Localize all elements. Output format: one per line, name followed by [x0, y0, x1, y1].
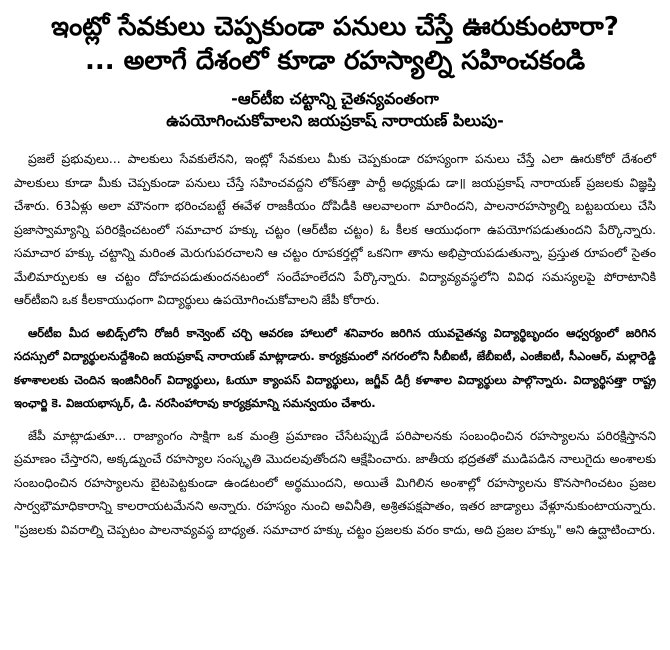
subheadline-line-2: ఉపయోగించుకోవాలని జయప్రకాష్ నారాయణ్ పిలుపు- — [166, 111, 504, 130]
headline-line-2: ... అలాగే దేశంలో కూడా రహస్యాల్ని సహించకండి — [84, 46, 586, 76]
article-paragraph-1: ప్రజలే ప్రభువులు... పాలకులు సేవకులేనని, ఇంట్లో సేవకులు మీకు చెప్పకుండా రహస్యంగా పనులు చేస్తే ఎలా ఊరుకోరో దేశంలో పాలకులు కూడా మీకు చెప్పకుండా పనులు చేస్తే సహించవద్దని లోక్‌సత్తా పార్టీ అధ్యక్షుడు డా॥ జయప్రకాష్ నారాయణ్ ప్రజలకు విజ్ఞప్తి చేశారు. 63ఏళ్లు అలా మౌనంగా భరించబట్టే ఈవేళ రాజకీయం దోపిడీకి ఆలవాలంగా మారిందని, పాలనారహస్యాల్ని బట్టబయలు చేసి ప్రజాస్వామ్యాన్ని పరిరక్షించటంలో సమాచార హక్కు చట్టం (ఆర్‌టీఐ చట్టం) ఓ కీలక ఆయుధంగా ఉపయోగపడుతుందని పేర్కొన్నారు. సమాచార హక్కు చట్టాన్ని మరింత మెరుగుపరచాలని ఆ చట్టం రూపకర్తల్లో ఒకనిగా తాను అభిప్రాయపడుతున్నా, ప్రస్తుత రూపంలో సైతం మేలిమార్పులకు ఆ చట్టం దోహదపడుతుందనటంలో సందేహంలేదని పేర్కొన్నారు. విద్యావ్యవస్థలోని వివిధ సమస్యలపై పోరాటానికి ఆర్‌టీఐని ఒక కీలకాయుధంగా విద్యార్థులు ఉపయోగించుకోవాలని జేపీ కోరారు. — [14, 152, 656, 307]
article-paragraph-3: జేపీ మాట్లాడుతూ... రాజ్యాంగం సాక్షిగా ఒక మంత్రి ప్రమాణం చేసేటప్పుడే పరిపాలనకు సంబంధించిన రహస్యాలను పరిరక్షిస్తానని ప్రమాణం చేస్తారని, అక్కడ్నుంచే రహస్యాల సంస్కృతి మొదలవుతోందని ఆక్షేపించారు. జాతీయ భద్రతతో ముడిపడిన నాలుగైదు అంశాలకు సంబంధించిన రహస్యాలను బైటపెట్టకుండా ఉండటంలో అర్థముందని, అయితే మిగిలిన అంశాల్లో రహస్యాలను కొనసాగించటం ప్రజల సార్వభౌమాధికారాన్ని కాలరాయటమేనని అన్నారు. రహస్యం నుంచి అవినీతి, అశ్రితపక్షపాతం, ఇతర జాడ్యాలు వేళ్లూనుకుంటాయన్నారు. "ప్రజలకు వివరాల్ని చెప్పటం పాలనావ్యవస్థ బాధ్యత. సమాచార హక్కు చట్టం ప్రజలకు వరం కాదు, అది ప్రజల హక్కు" అని ఉద్ఘాటించారు. — [14, 428, 656, 537]
article-paragraph-2: ఆర్‌టీఐ మీద అబిడ్స్‌లోని రోజరీ కాన్వెంట్ చర్చి ఆవరణ హాలులో శనివారం జరిగిన యువచైతన్య విద్యార్థిబృందం ఆధ్వర్యంలో జరిగిన సదస్సులో విద్యార్థులనుద్దేశించి జయప్రకాష్ నారాయణ్ మాట్లాడారు. కార్యక్రమంలో నగరంలోని సీబీఐటీ, జేబీఐటీ, ఎంజీఐటీ, సీఎంఆర్, మల్లారెడ్డి కళాశాలలకు చెందిన ఇంజినీరింగ్ విద్యార్థులు, ఓయూ క్యాంపస్ విద్యార్థులు, జగ్జీవ్ డిగ్రీ కళాశాల విద్యార్థులు పాల్గొన్నారు. విద్యార్థిసత్తా రాష్ట్ర ఇంఛార్జి కె. విజయభాస్కర్, డి. నరసింహారావు కార్యక్రమాన్ని సమన్వయం చేశారు. — [14, 325, 656, 410]
subheadline-line-1: -ఆర్‌టీఐ చట్టాన్ని చైతన్యవంతంగా — [231, 89, 439, 108]
headline-line-1: ఇంట్లో సేవకులు చెప్పకుండా పనులు చేస్తే ఊరుకుంటారా? — [51, 12, 619, 42]
article-body — [14, 148, 656, 542]
